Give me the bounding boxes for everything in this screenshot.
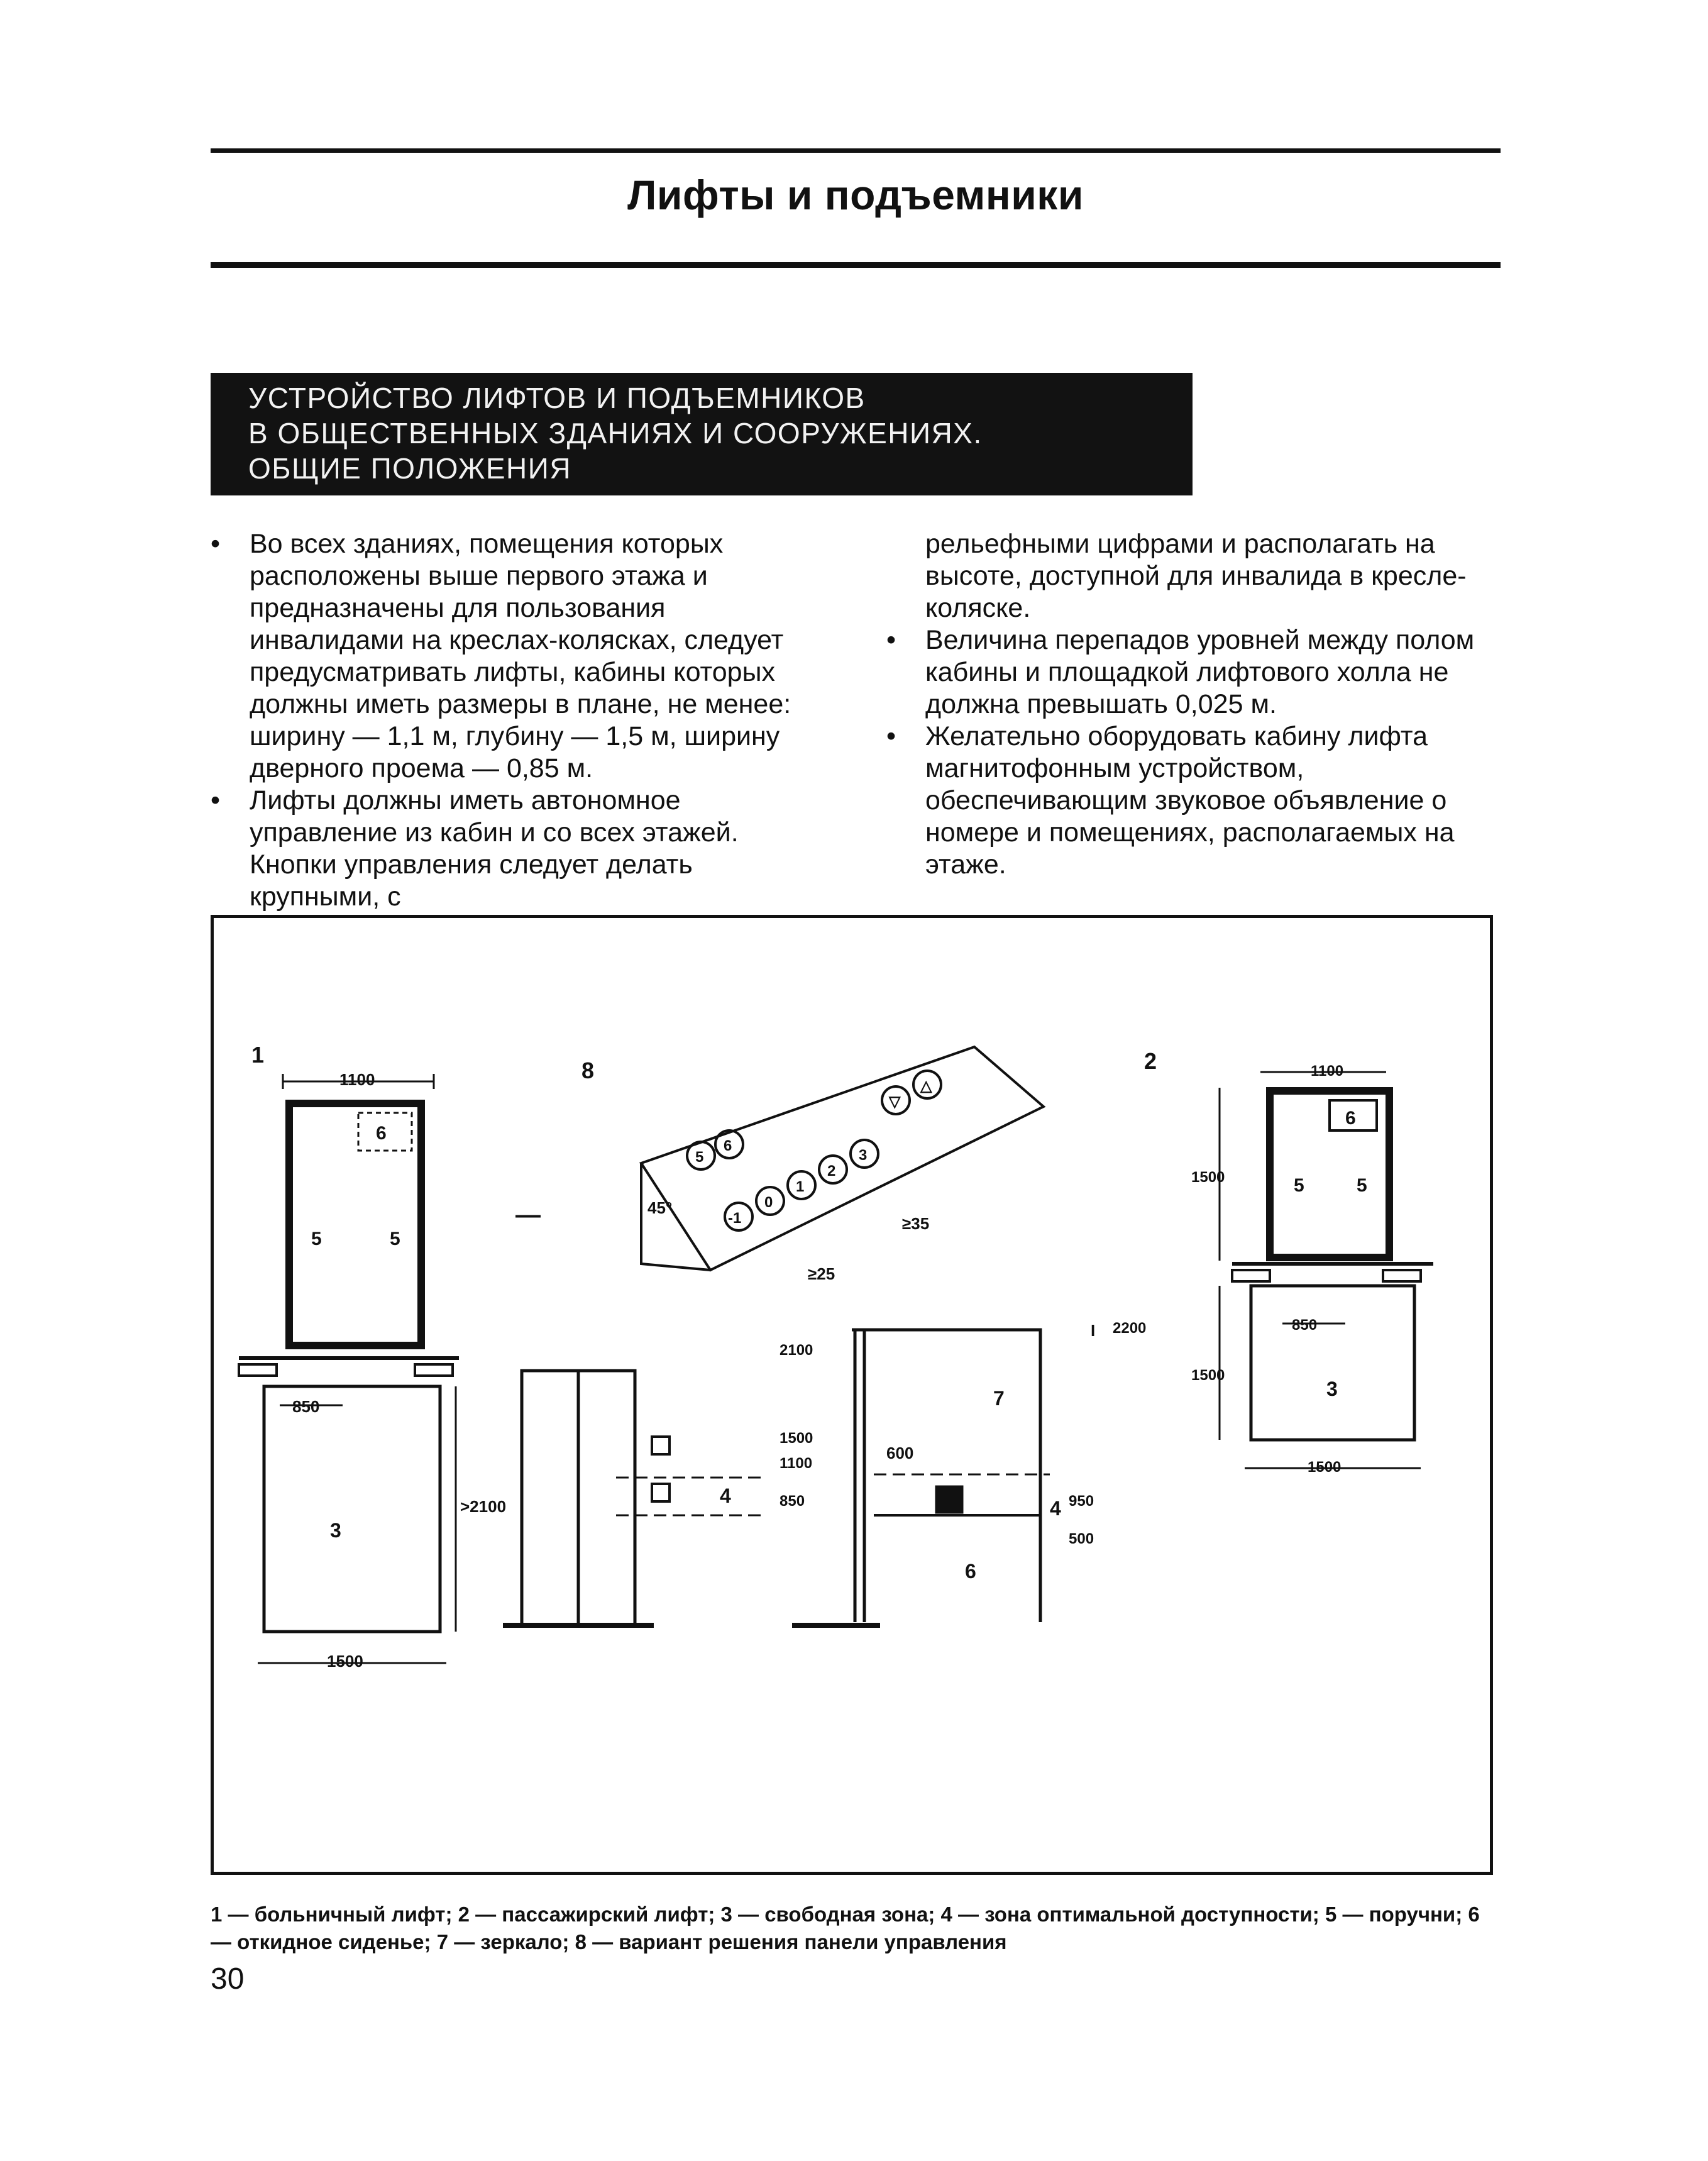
- panel-button: 2: [827, 1163, 836, 1180]
- panel-button: △: [920, 1078, 932, 1095]
- section-heading-line: УСТРОЙСТВО ЛИФТОВ И ПОДЪЕМНИКОВ: [248, 382, 866, 414]
- fig-label-2: 2: [1144, 1048, 1157, 1074]
- dim-2200: 2200: [1113, 1320, 1147, 1337]
- title-underline: [211, 262, 1501, 268]
- dim-ge35: ≥35: [902, 1214, 930, 1233]
- label-7: 7: [993, 1387, 1005, 1410]
- section-heading-line: В ОБЩЕСТВЕННЫХ ЗДАНИЯХ И СООРУЖЕНИЯХ.: [248, 417, 983, 450]
- label-3: 3: [1326, 1378, 1338, 1400]
- dim-ge25: ≥25: [808, 1264, 835, 1283]
- control-panel: [641, 1047, 1044, 1283]
- dim-1500b: 1500: [780, 1430, 813, 1447]
- text-column-right: [886, 528, 1502, 881]
- bullet-paragraph: • Величина перепадов уровней между полом кабины и площадкой лифтового холла не должна превышать 0,025 м.: [886, 624, 1502, 721]
- page-title: Лифты и подъемники: [627, 172, 1084, 218]
- section-heading: [211, 373, 1193, 495]
- dim-600: 600: [886, 1444, 914, 1462]
- label-5: 5: [390, 1229, 400, 1249]
- dim-1500: 1500: [1308, 1459, 1342, 1476]
- door-elevation: [503, 1342, 813, 1625]
- top-rule: [211, 148, 1501, 153]
- panel-button: -1: [728, 1210, 742, 1227]
- label-4: 4: [720, 1484, 731, 1507]
- dim-gt2100: >2100: [460, 1497, 507, 1516]
- panel-button: ▽: [889, 1093, 901, 1110]
- panel-button: 5: [695, 1149, 704, 1166]
- label-3: 3: [330, 1519, 341, 1542]
- label-6: 6: [1345, 1108, 1356, 1129]
- panel-button: 3: [859, 1147, 868, 1164]
- dim-500: 500: [1069, 1530, 1094, 1547]
- dim-1500: 1500: [1191, 1169, 1225, 1186]
- dim-850: 850: [292, 1397, 320, 1416]
- fig-label-8: 8: [581, 1058, 595, 1083]
- dim-1100b: 1100: [780, 1455, 813, 1472]
- angle-label: 45°: [647, 1198, 673, 1217]
- dim-1100: 1100: [339, 1070, 375, 1089]
- label-5: 5: [311, 1229, 322, 1249]
- bullet-paragraph: • Лифты должны иметь автономное управление из кабин и со всех этажей. Кнопки управления следует делать крупными, с: [211, 785, 820, 913]
- page-number: 30: [211, 1962, 245, 1996]
- paragraph-continuation: рельефными цифрами и располагать на высоте, доступной для инвалида в кресле-коляске.: [925, 529, 1467, 623]
- label-5: 5: [1357, 1175, 1367, 1196]
- panel-button: 0: [764, 1194, 773, 1211]
- fig-label-1: 1: [251, 1042, 265, 1068]
- panel-button: 1: [796, 1178, 805, 1195]
- elevator-figure: [211, 915, 1493, 1875]
- dim-950: 950: [1069, 1493, 1094, 1510]
- cabin-section: [792, 1320, 1146, 1625]
- label-dash: —: [515, 1201, 541, 1229]
- figure-caption: 1 — больничный лифт; 2 — пассажирский лифт; 3 — свободная зона; 4 — зона оптимальной доступности; 5 — поручни; 6 — откидное сиденье; 7 — зеркало; 8 — вариант решения панели управления: [211, 1903, 1480, 1954]
- bullet-paragraph: • Желательно оборудовать кабину лифта магнитофонным устройством, обеспечивающим звуковое объявление о номере и помещениях, располагаемых на этаже.: [886, 721, 1502, 881]
- text-column-left: [211, 528, 820, 913]
- hospital-lift-plan: [239, 1070, 541, 1671]
- label-6: 6: [965, 1560, 976, 1583]
- label-6: 6: [376, 1123, 387, 1144]
- label-roman-1: I: [1091, 1321, 1096, 1340]
- bullet-paragraph: • Во всех зданиях, помещения которых расположены выше первого этажа и предназначены для пользования инвалидами на креслах-колясках, следует предусматривать лифты, кабины которых должны иметь размеры в плане, не менее: ширину — 1,1 м, глубину — 1,5 м, ширину дверного проема — 0,85 м.: [211, 528, 820, 785]
- passenger-lift-plan: [1191, 1063, 1433, 1476]
- elevator-drawing: [214, 918, 1490, 1872]
- dim-1500: 1500: [327, 1652, 363, 1671]
- dim-1100: 1100: [1311, 1063, 1344, 1080]
- dim-2100: 2100: [780, 1342, 813, 1359]
- dim-850b: 850: [780, 1493, 805, 1510]
- label-4: 4: [1050, 1497, 1061, 1520]
- dim-850: 850: [1292, 1317, 1318, 1334]
- panel-button: 6: [724, 1137, 732, 1154]
- section-heading-line: ОБЩИЕ ПОЛОЖЕНИЯ: [248, 452, 572, 485]
- label-5: 5: [1294, 1175, 1304, 1196]
- dim-1500c: 1500: [1191, 1367, 1225, 1384]
